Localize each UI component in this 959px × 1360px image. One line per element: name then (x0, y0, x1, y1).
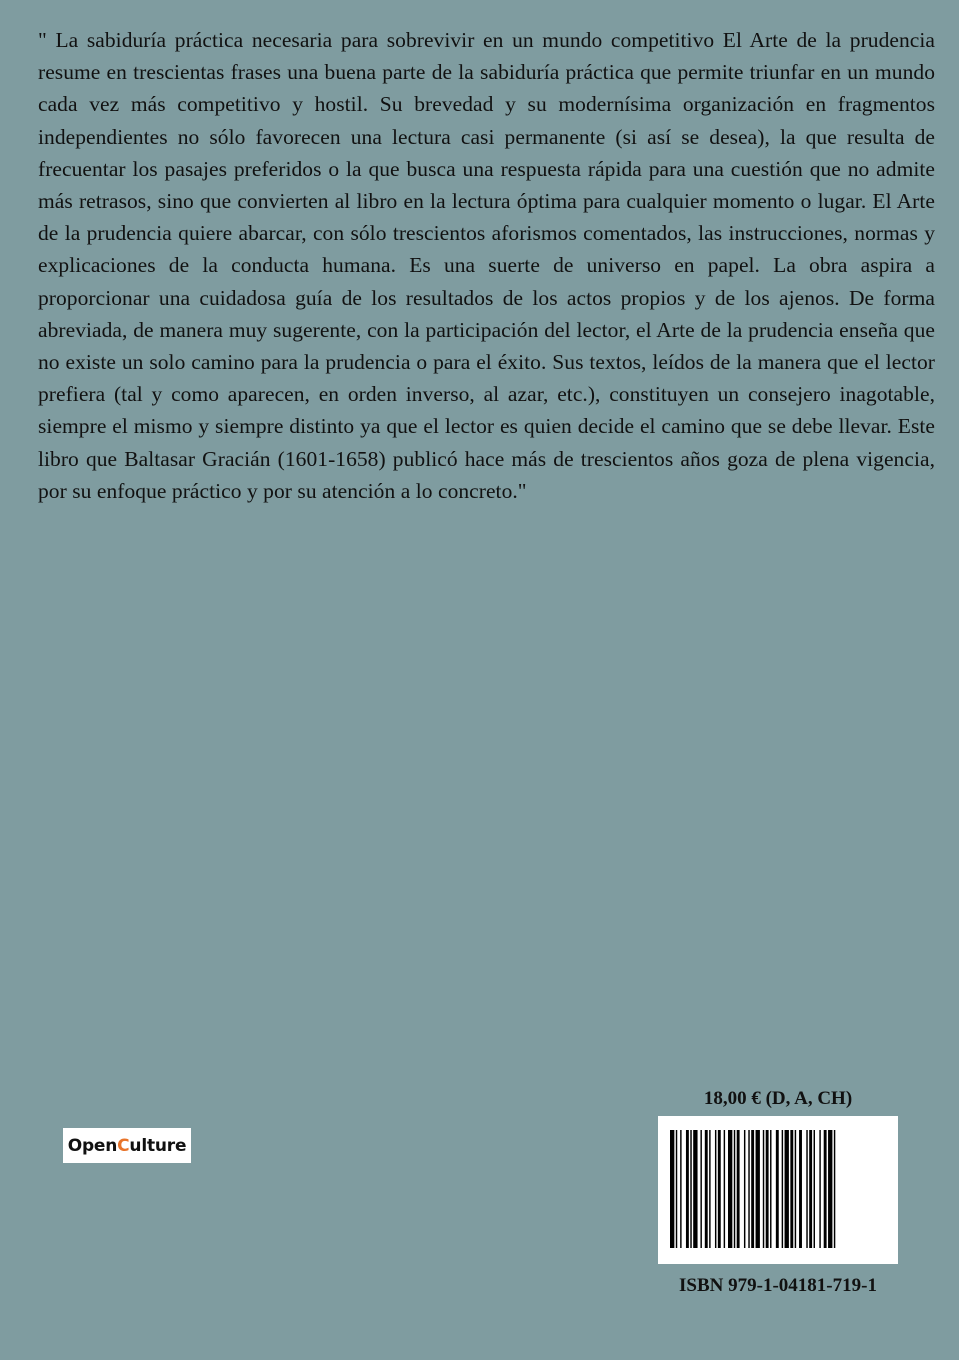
barcode-bar (680, 1130, 681, 1248)
publisher-logo-accent: C (117, 1135, 130, 1156)
barcode-bar (806, 1130, 807, 1248)
barcode-bar (734, 1130, 735, 1248)
barcode-bar (819, 1130, 820, 1248)
barcode-bar (705, 1130, 708, 1248)
barcode-bar (751, 1130, 754, 1248)
barcode-bar (737, 1130, 740, 1248)
barcode-bar (782, 1130, 783, 1248)
barcode-bar (795, 1130, 796, 1248)
barcode-bar (824, 1130, 827, 1248)
isbn-label: ISBN 979-1-04181-719-1 (679, 1275, 877, 1296)
barcode-bar (785, 1130, 789, 1248)
barcode-bar (718, 1130, 721, 1248)
barcode-bar (724, 1130, 725, 1248)
barcode-bar (799, 1130, 802, 1248)
barcode-bar (809, 1130, 812, 1248)
barcode-bar (693, 1130, 697, 1248)
barcode-bars (670, 1130, 886, 1248)
barcode-bar (690, 1130, 691, 1248)
barcode-bar (744, 1130, 745, 1248)
barcode-bar (756, 1130, 760, 1248)
barcode-bar (814, 1130, 815, 1248)
barcode-bar (776, 1130, 779, 1248)
barcode-bar (709, 1130, 710, 1248)
publisher-logo-part1: Open (67, 1135, 118, 1156)
publisher-logo-part2: ulture (129, 1135, 187, 1156)
back-cover-blurb: " La sabiduría práctica necesaria para sobrevivir en un mundo competitivo El Arte de la prudencia resume en trescientas frases una buena parte de la sabiduría práctica que permite triunfar en un mundo cada vez más competitivo y hostil. Su brevedad y su modernísima organización en fragmentos independientes no sólo favorecen una lectura casi permanente (si así se desea), la que resulta de frecuentar los pasajes preferidos o la que busca una respuesta rápida para una cuestión que no admite más retrasos, sino que convierten al libro en la lectura óptima para cualquier momento o lugar. El Arte de la prudencia quiere abarcar, con sólo trescientos aforismos comentados, las instrucciones, normas y explicaciones de la conducta humana. Es una suerte de universo en papel. La obra aspira a proporcionar una cuidadosa guía de los resultados de los actos propios y de los ajenos. De forma abreviada, de manera muy sugerente, con la participación del lector, el Arte de la prudencia enseña que no existe un solo camino para la prudencia o para el éxito. Sus textos, leídos de la manera que el lector prefiera (tal y como aparecen, en orden inverso, al azar, etc.), constituyen un consejero inagotable, siempre el mismo y siempre distinto ya que el lector es quien decide el camino que se debe llevar. Este libro que Baltasar Gracián (1601-1658) publicó hace más de trescientos años goza de plena vigencia, por su enfoque práctico y por su atención a lo concreto." (38, 28, 935, 503)
barcode-bar (715, 1130, 716, 1248)
barcode (658, 1116, 898, 1264)
barcode-bar (770, 1130, 771, 1248)
barcode-bar (728, 1130, 732, 1248)
price-label: 18,00 € (D, A, CH) (703, 1088, 853, 1109)
barcode-bar (748, 1130, 749, 1248)
barcode-bar (828, 1130, 832, 1248)
barcode-bar (790, 1130, 793, 1248)
barcode-bar (676, 1130, 677, 1248)
barcode-bar (763, 1130, 764, 1248)
barcode-bar (766, 1130, 769, 1248)
publisher-logo (63, 1128, 191, 1163)
barcode-bar (686, 1130, 689, 1248)
barcode-bar (700, 1130, 701, 1248)
barcode-bar (834, 1130, 835, 1248)
barcode-bar (670, 1130, 674, 1248)
